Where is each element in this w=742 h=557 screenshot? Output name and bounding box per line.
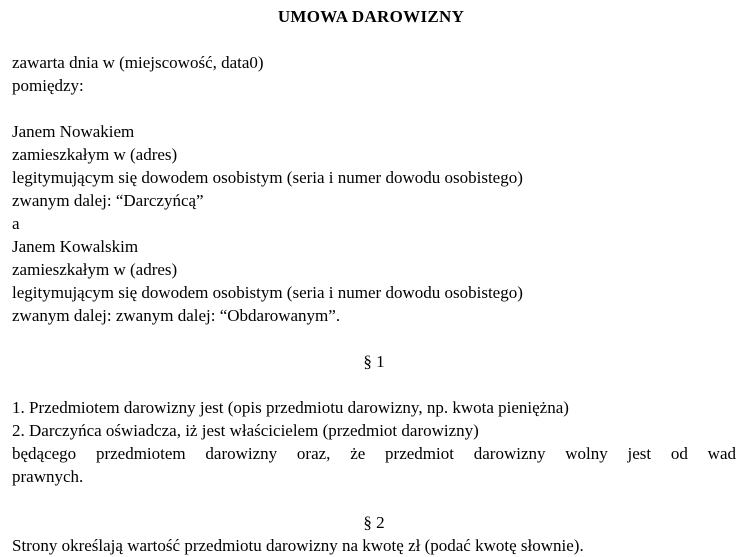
intro-line-date: zawarta dnia w (miejscowość, data0) [12,53,264,72]
recipient-role: zwanym dalej: zwanym dalej: “Obdarowanym”. [12,306,341,325]
section-2-text: Strony określają wartość przedmiotu darowizny na kwotę zł (podać kwotę słownie). [12,536,584,555]
section-1-heading: § 1 [363,352,385,371]
section-1-item-2-end: prawnych. [12,467,84,486]
section-1-item-2-continuation: będącego przedmiotem darowizny oraz, że przedmiot darowizny wolny jest od wad [12,444,736,463]
recipient-name: Janem Kowalskim [12,237,139,256]
donor-name: Janem Nowakiem [12,122,135,141]
document-title: UMOWA DAROWIZNY [277,7,465,26]
section-1-item-1: 1. Przedmiotem darowizny jest (opis przedmiotu darowizny, np. kwota pieniężna) [12,398,569,417]
contract-body [12,51,736,557]
conjunction: a [12,214,20,233]
donor-address: zamieszkałym w (adres) [12,145,178,164]
recipient-address: zamieszkałym w (adres) [12,260,178,279]
donor-role: zwanym dalej: “Darczyńcą” [12,191,204,210]
section-1-item-2: 2. Darczyńca oświadcza, iż jest właścicielem (przedmiot darowizny) [12,421,479,440]
intro-line-between: pomiędzy: [12,76,84,95]
recipient-id: legitymującym się dowodem osobistym (seria i numer dowodu osobistego) [12,283,523,302]
donor-id: legitymującym się dowodem osobistym (seria i numer dowodu osobistego) [12,168,523,187]
section-2-heading: § 2 [363,513,385,532]
